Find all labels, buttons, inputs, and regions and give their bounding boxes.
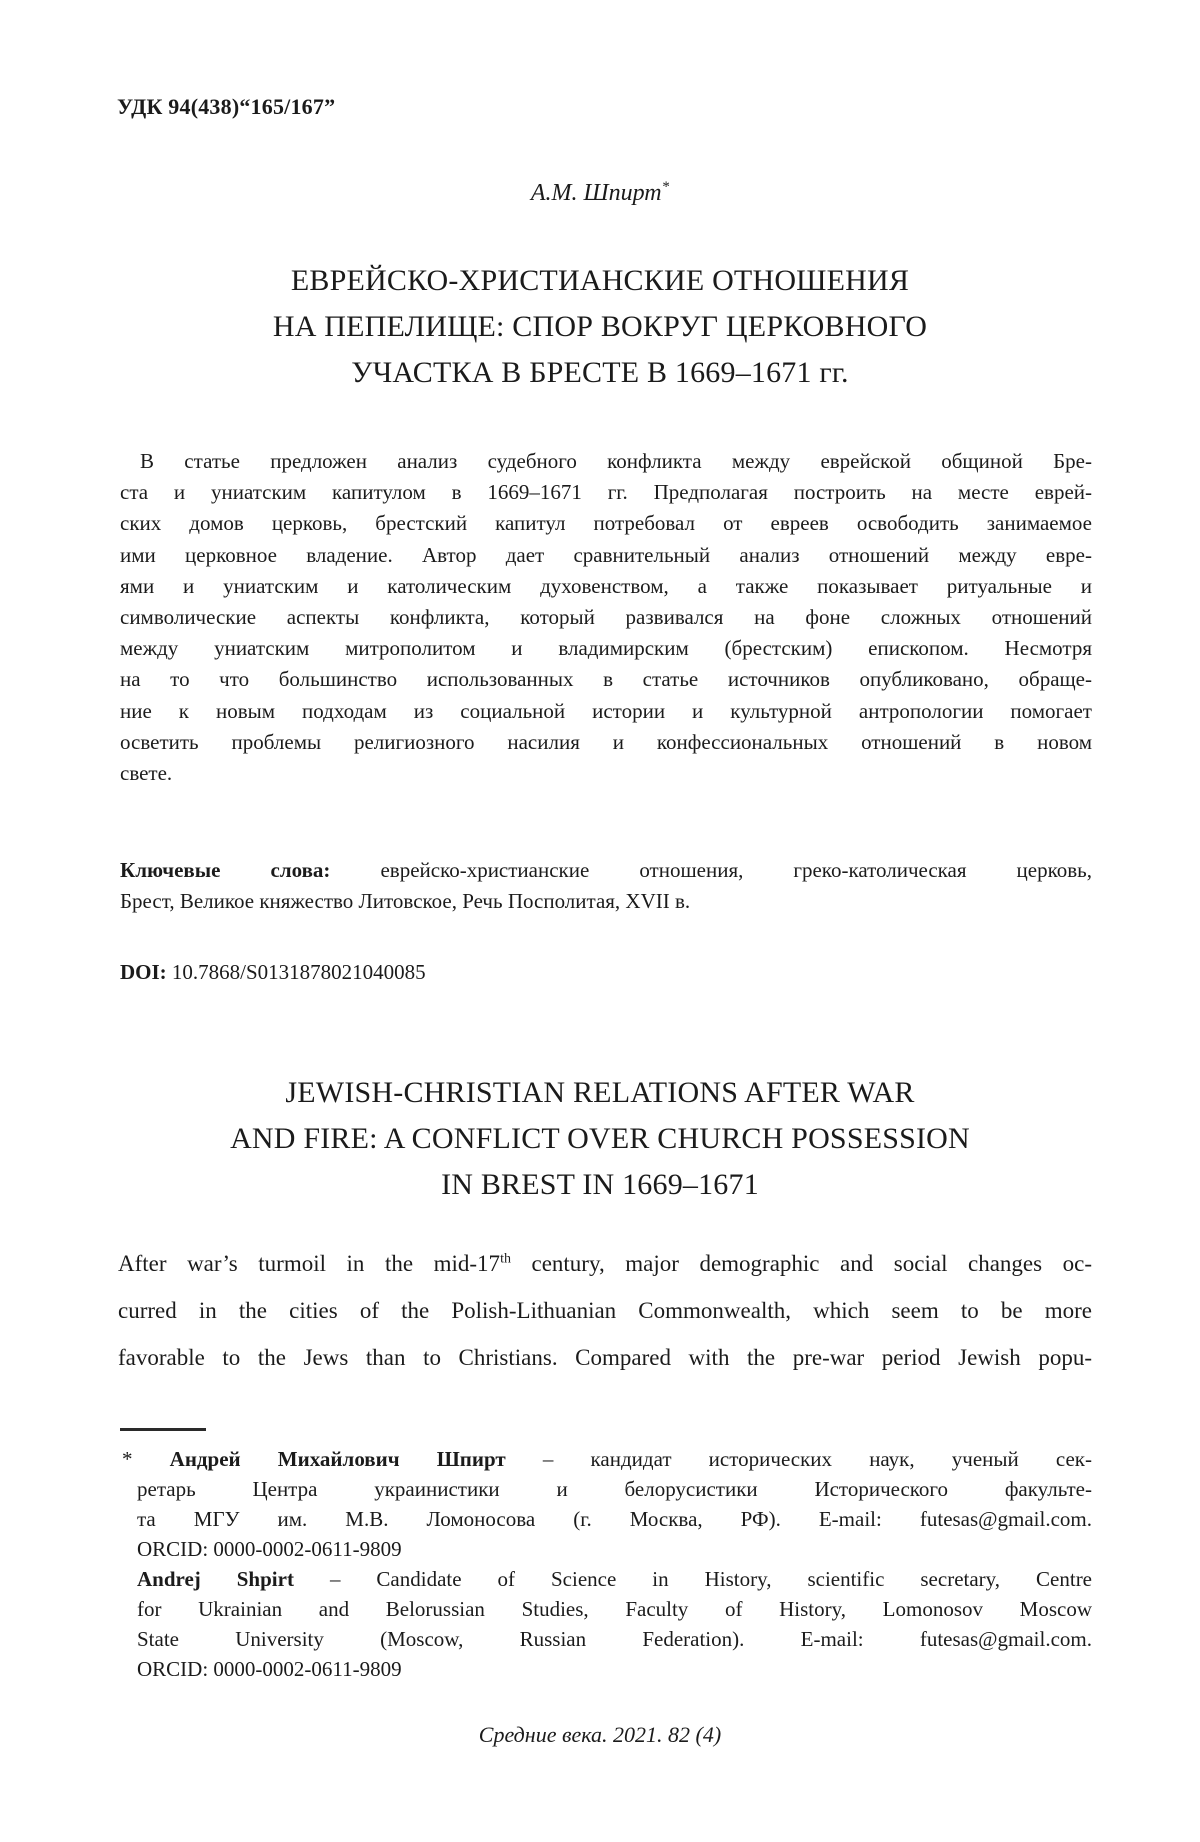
keywords-line — [120, 855, 1092, 886]
doi-line — [120, 960, 1092, 985]
doi-value: 10.7868/S0131878021040085 — [171, 960, 426, 984]
udc-code: УДК 94(438)“165/167” — [117, 94, 336, 119]
abstract-en — [118, 1240, 1092, 1381]
abstract-ru-line: ями и униатским и католическим духовенством, а также показывает ритуальные и — [120, 573, 1092, 598]
abstract-ru-line: В статье предложен анализ судебного конфликта между еврейской общиной Бре- — [140, 449, 1092, 473]
doi-label: DOI: — [120, 960, 167, 984]
author-line — [0, 180, 1200, 207]
abstract-en-text: century, major demographic and social changes oc- — [510, 1251, 1092, 1276]
footnote-marker: * — [122, 1447, 133, 1471]
title-en-line: JEWISH-CHRISTIAN RELATIONS AFTER WAR — [285, 1076, 915, 1109]
abstract-en-line: favorable to the Jews than to Christians. Compared with the pre-war period Jewish popu- — [118, 1345, 1092, 1370]
abstract-en-line: curred in the cities of the Polish-Lithuanian Commonwealth, which seem to be more — [118, 1298, 1092, 1323]
author-footnote-marker: * — [661, 179, 670, 195]
keywords-label: Ключевые слова: — [120, 858, 331, 882]
footnote-text: – Candidate of Science in History, scientific secretary, Centre — [329, 1567, 1093, 1591]
abstract-ru-line: на то что большинство использованных в статье источников опубликовано, обраще- — [120, 667, 1092, 692]
title-en-line: AND FIRE: A CONFLICT OVER CHURCH POSSESSION — [230, 1122, 970, 1155]
title-en-line: IN BREST IN 1669–1671 — [441, 1168, 759, 1201]
abstract-ru-line: между униатским митрополитом и владимирским (брестским) епископом. Несмотря — [120, 636, 1092, 661]
abstract-ru-line: ских домов церковь, брестский капитул потребовал от евреев освободить занимаемое — [120, 511, 1092, 536]
abstract-ru — [120, 446, 1092, 789]
keywords-text: еврейско-христианские отношения, греко-католическая церковь, — [380, 858, 1092, 882]
article-title-en — [0, 1070, 1200, 1208]
abstract-en-line — [118, 1240, 1092, 1287]
footnote-author-en: Andrej Shpirt — [137, 1567, 294, 1591]
author-name: А.М. Шпирт — [530, 180, 662, 206]
footnote-line: ретарь Центра украинистики и белорусистики Исторического факульте- — [137, 1477, 1092, 1501]
abstract-ru-line: ими церковное владение. Автор дает сравнительный анализ отношений между евре- — [120, 542, 1092, 567]
article-title-ru — [0, 258, 1200, 396]
footnote-text: – кандидат исторических наук, ученый сек- — [542, 1447, 1092, 1471]
footnote-line: та МГУ им. М.В. Ломоносова (г. Москва, РФ). E-mail: futesas@gmail.com. — [137, 1507, 1092, 1531]
footnote-line: State University (Moscow, Russian Federation). E-mail: futesas@gmail.com. — [137, 1627, 1092, 1651]
footnote-author-ru: Андрей Михайлович Шпирт — [169, 1447, 506, 1471]
footnote-line — [122, 1444, 1092, 1474]
footnote-orcid-ru: ORCID: 0000-0002-0611-9809 — [137, 1537, 402, 1561]
keywords-line: Брест, Великое княжество Литовское, Речь Посполитая, XVII в. — [120, 889, 691, 914]
superscript-ordinal: th — [500, 1251, 511, 1267]
abstract-ru-line: символические аспекты конфликта, который развивался на фоне сложных отношений — [120, 605, 1092, 630]
footnote-line: for Ukrainian and Belorussian Studies, Faculty of History, Lomonosov Moscow — [137, 1597, 1092, 1621]
abstract-ru-line: ние к новым подходам из социальной истории и культурной антропологии помогает — [120, 698, 1092, 723]
footnote-orcid-en: ORCID: 0000-0002-0611-9809 — [137, 1657, 402, 1681]
footnote-block — [122, 1444, 1092, 1684]
abstract-ru-line: осветить проблемы религиозного насилия и конфессиональных отношений в новом — [120, 729, 1092, 754]
footnote-separator-rule — [120, 1428, 206, 1431]
keywords-block — [120, 855, 1092, 917]
title-ru-line: ЕВРЕЙСКО-ХРИСТИАНСКИЕ ОТНОШЕНИЯ — [290, 264, 910, 297]
title-ru-line: УЧАСТКА В БРЕСТЕ В 1669–1671 гг. — [351, 356, 849, 389]
abstract-en-text: After war’s turmoil in the mid-17 — [118, 1251, 501, 1276]
journal-footer: Средние века. 2021. 82 (4) — [478, 1722, 722, 1747]
footnote-line — [122, 1564, 1092, 1594]
title-ru-line: НА ПЕПЕЛИЩЕ: СПОР ВОКРУГ ЦЕРКОВНОГО — [272, 310, 928, 343]
abstract-ru-line: ста и униатским капитулом в 1669–1671 гг. Предполагая построить на месте еврей- — [120, 480, 1092, 505]
abstract-ru-line: свете. — [120, 761, 173, 786]
